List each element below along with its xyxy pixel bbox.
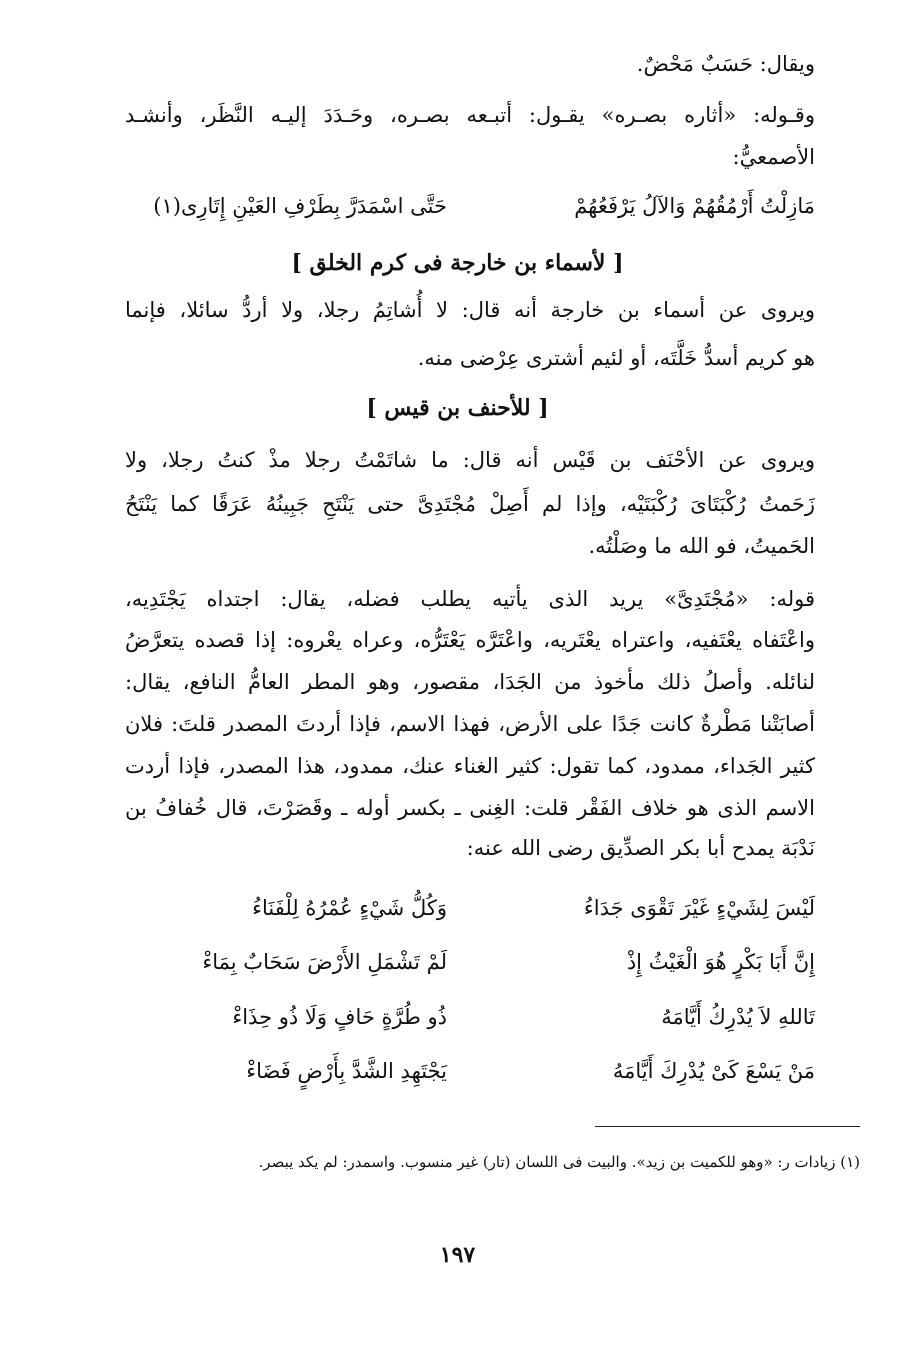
section-heading: [ للأحنف بن قيس ]: [366, 395, 549, 421]
text-line: الاسم الذى هو خلاف الفَقْر قلت: الغِنى ـ بكسر أوله ـ وقَصَرْتَ، قال خُفافُ بن: [125, 796, 815, 820]
section-heading: [ لأسماء بن خارجة فى كرم الخلق ]: [291, 250, 624, 276]
footnote-separator: [595, 1126, 860, 1127]
text-line: زَحَمتُ رُكْبَتَاىَ رُكْبَتَيْه، وإذا لم أَصِلْ مُجْتَدِىَّ حتى يَنْتَحِ جَبِينُهُ عَرَقًا كما يَنْتَحُ: [125, 492, 815, 516]
text-line: وقـوله: «أثاره بصـره» يقـول: أتبـعه بصـره، وحَـدَدَ إليـه النَّظَر، وأنشـد: [125, 103, 815, 127]
text-line: لنائله. وأصلُ ذلك مأخوذ من الجَدَا، مقصور، وهو المطر العامُّ النافع، يقال:: [125, 670, 815, 694]
text-line: هو كريم أسدُّ خَلَّتَه، أو لئيم أشترى عِرْضى منه.: [417, 346, 815, 370]
text-line: أصابَتْنا مَطْرةٌ كانت جَدًا على الأرض، فهذا الاسم، فإذا أردتَ المصدر قلتَ: فلان: [125, 712, 815, 736]
poem-first-hemistich: تَاللهِ لاَ يُدْرِكُ أَيَّامَهُ: [661, 1005, 815, 1029]
text-line: نَدْبَة يمدح أبا بكر الصدِّيق رضى الله عنه:: [466, 836, 815, 860]
text-line: ويروى عن الأحْنَف بن قَيْس أنه قال: ما شاتَمْتُ رجلا مذْ كنتُ رجلا، ولا: [125, 448, 815, 472]
poem-first-hemistich: إِنَّ أَبَا بَكْرٍ هُوَ الْغَيْثُ إِذْ: [626, 950, 815, 974]
poem-second-hemistich: ذُو طُرَّةٍ حَافٍ وَلَا ذُو حِذَاءْ: [232, 1005, 447, 1029]
verse-second-hemistich: حَتَّى اسْمَدَرَّ بِطَرْفِ العَيْنِ إِتَارِى(١): [153, 194, 447, 218]
text-line: الأصمعيُّ:: [732, 145, 815, 169]
page-number: ١٩٧: [439, 1242, 476, 1268]
text-line: ويقال: حَسَبٌ مَحْضٌ.: [636, 52, 815, 76]
verse-first-hemistich: مَازِلْتُ أَرْمُقُهُمْ وَالآلُ يَرْفَعُهُمْ: [574, 194, 815, 218]
text-line: ويروى عن أسماء بن خارجة أنه قال: لا أُشاتِمُ رجلا، ولا أردُّ سائلا، فإنما: [125, 298, 815, 322]
poem-second-hemistich: لَمْ تَشْمَلِ الأَرْضَ سَحَابٌ بِمَاءْ: [202, 950, 447, 974]
poem-second-hemistich: وَكُلُّ شَيْءٍ عُمْرُهُ لِلْفَنَاءُ: [252, 896, 447, 920]
text-line: واعْتَفاه يعْتَفيه، واعتراه يعْتَريه، واعْتَرَّه يَعْتَرُّه، وعراه يعْروه: إذا قصده يتعرَّضُ: [125, 628, 815, 652]
poem-first-hemistich: مَنْ يَسْعَ كَىْ يُدْرِكَ أَيَّامَهُ: [612, 1059, 815, 1083]
poem-first-hemistich: لَيْسَ لِشَيْءٍ غَيْرَ تَقْوَى جَدَاءُ: [583, 896, 815, 920]
text-line: قوله: «مُجْتَدِىَّ» يريد الذى يأتيه يطلب فضله، يقال: اجتداه يَجْتَدِيه،: [125, 587, 815, 611]
text-line: الحَميتُ، فو الله ما وصَلْتُه.: [588, 534, 815, 558]
text-line: كثير الجَداء، ممدود، كما تقول: كثير الغناء عنك، ممدود، هذا المصدر، فإذا أردت: [125, 754, 815, 778]
poem-second-hemistich: يَجْتَهِدِ الشَّدَّ بِأَرْضٍ فَضَاءْ: [246, 1059, 447, 1083]
footnote: (١) زيادات ر: «وهو للكميت بن زيد». والبيت فى اللسان (تار) غير منسوب. واسمدر: لم يكد يبصر.: [258, 1153, 860, 1171]
